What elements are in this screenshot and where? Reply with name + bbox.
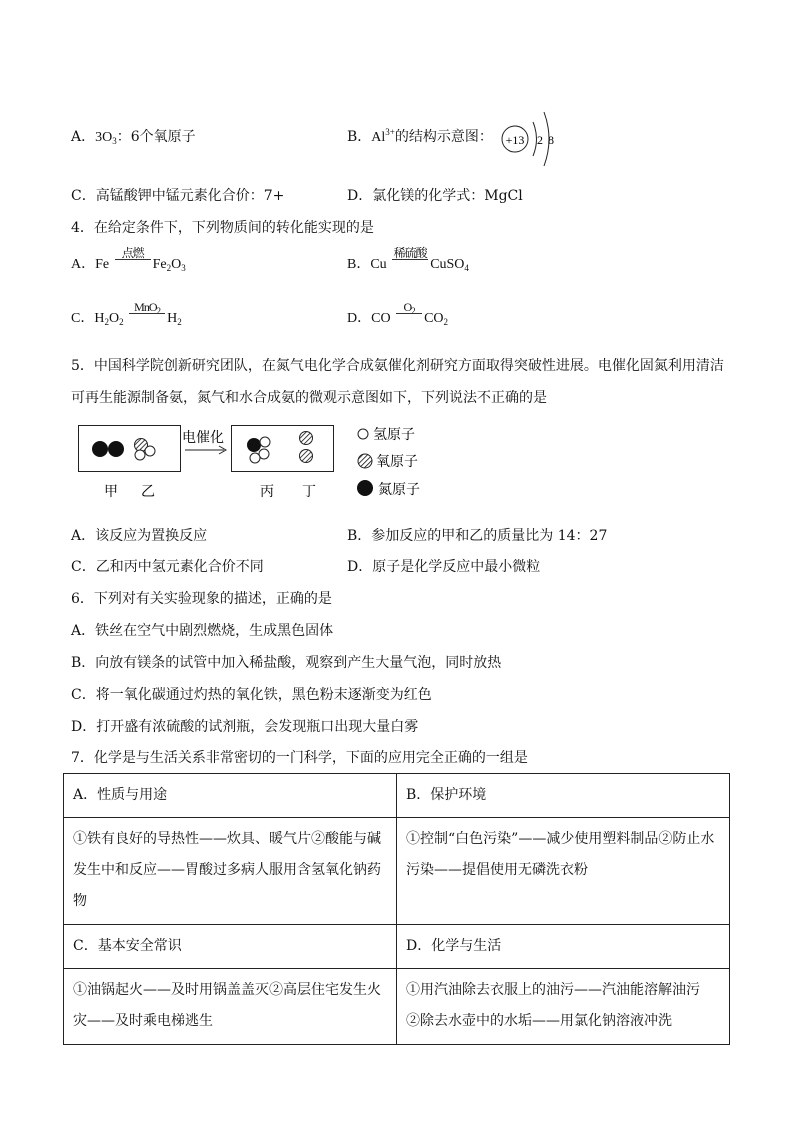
reaction-arrow: 点燃 — [113, 256, 153, 274]
q3-option-b: B．$Al^{3+}$的结构示意图： — [347, 127, 493, 145]
q5-option-c: C．乙和丙中氢元素化合价不同 — [71, 559, 264, 575]
q4-option-a: A．Fe 点燃 $Fe_2O_3$ — [71, 246, 186, 273]
q6-option-c: C．将一氧化碳通过灼热的氧化铁，黑色粉末逐渐变为红色 — [71, 687, 432, 703]
hydrogen-atom — [260, 437, 270, 447]
label-bing: 丙 — [260, 484, 274, 500]
reaction-arrow: 稀硫酸 — [393, 246, 427, 260]
nitrogen-atom — [247, 438, 261, 452]
reaction-arrow: MnO$_2$ — [127, 310, 167, 328]
nitrogen-atom — [108, 441, 124, 457]
q7-d-body-line1: ①用汽油除去衣服上的油污——汽油能溶解油污 — [406, 982, 700, 998]
q5-option-b: B．参加反应的甲和乙的质量比为 14：27 — [347, 528, 608, 544]
legend-nitrogen-icon — [357, 480, 373, 496]
q7-c-heading: C．基本安全常识 — [64, 925, 397, 969]
nitrogen-atom — [92, 441, 108, 457]
q7-d-heading: D．化学与生活 — [397, 925, 730, 969]
legend-hydrogen-icon — [358, 429, 368, 439]
q3-option-d: D．氯化镁的化学式：MgCl — [347, 188, 523, 204]
q6-option-a: A．铁丝在空气中剧烈燃烧，生成黑色固体 — [71, 623, 334, 639]
q4-option-d: D．CO $O_2$ $CO_2$ — [347, 300, 449, 327]
legend-nitrogen-label: 氮原子 — [378, 482, 420, 498]
q6-option-b: B．向放有镁条的试管中加入稀盐酸，观察到产生大量气泡，同时放热 — [71, 655, 502, 671]
q7-a-heading: A．性质与用途 — [64, 774, 397, 818]
q7-b-heading: B．保护环境 — [397, 774, 730, 818]
legend-hydrogen-label: 氢原子 — [373, 427, 415, 443]
legend-oxygen-label: 氧原子 — [376, 454, 418, 470]
q5-option-a: A．该反应为置换反应 — [71, 528, 208, 544]
q7-d-body-line2: ②除去水壶中的水垢——用氯化钠溶液冲洗 — [406, 1013, 672, 1029]
products-box — [232, 426, 334, 472]
shell-1-electrons: 2 — [537, 133, 543, 147]
q3-option-c-text: C．高锰酸钾中锰元素化合价：7+ — [71, 188, 285, 204]
reaction-microscopic-diagram — [78, 422, 458, 504]
q5-option-d: D．原子是化学反应中最小微粒 — [347, 559, 541, 575]
oxygen-atom — [300, 432, 313, 445]
q4-stem: 4．在给定条件下，下列物质间的转化能实现的是 — [71, 220, 374, 236]
q7-a-body: ①铁有良好的导热性——炊具、暖气片②酸能与碱发生中和反应——胃酸过多病人服用含氢氧化钠药物 — [64, 818, 397, 925]
label-ding: 丁 — [302, 484, 316, 500]
q7-c-body: ①油锅起火——及时用锅盖盖灭②高层住宅发生火灾——及时乘电梯逃生 — [64, 969, 397, 1045]
q7-b-body: ①控制“白色污染”——减少使用塑料制品②防止水污染——提倡使用无磷洗衣粉 — [397, 818, 730, 925]
q7-stem: 7．化学是与生活关系非常密切的一门科学，下面的应用完全正确的一组是 — [71, 750, 528, 766]
hydrogen-atom — [259, 449, 269, 459]
hydrogen-atom — [250, 453, 260, 463]
nucleus-charge: +13 — [505, 133, 525, 147]
q7-options-table — [63, 773, 730, 1045]
shell-2-electrons: 8 — [548, 133, 554, 147]
arrow-label: 电催化 — [182, 430, 224, 446]
q7-d-body — [397, 969, 730, 1045]
q4-option-c: C．$H_2O_2$ MnO$_2$ $H_2$ — [71, 300, 182, 327]
oxygen-atom — [300, 450, 313, 463]
q6-stem: 6．下列对有关实验现象的描述，正确的是 — [71, 591, 332, 607]
hydrogen-atom — [145, 446, 155, 456]
q5-stem-line2: 可再生能源制备氨，氮气和水合成氨的微观示意图如下，下列说法不正确的是 — [71, 390, 547, 406]
reaction-arrow: $O_2$ — [394, 310, 424, 328]
q6-option-d: D．打开盛有浓硫酸的试剂瓶，会发现瓶口出现大量白雾 — [71, 719, 419, 735]
q3-option-a: A．$3O_3$：6个氧原子 — [71, 129, 196, 146]
legend-oxygen-icon — [358, 454, 372, 468]
label-jia: 甲 — [104, 484, 118, 500]
hydrogen-atom — [135, 450, 145, 460]
al-ion-structure-diagram — [496, 102, 562, 174]
q5-stem-line1: 5．中国科学院创新研究团队，在氮气电化学合成氨催化剂研究方面取得突破性进展。电催化固氮利用清洁 — [71, 358, 724, 374]
q4-option-b: B．Cu 稀硫酸 CuSO$_4$ — [347, 246, 469, 273]
label-yi: 乙 — [141, 484, 155, 500]
